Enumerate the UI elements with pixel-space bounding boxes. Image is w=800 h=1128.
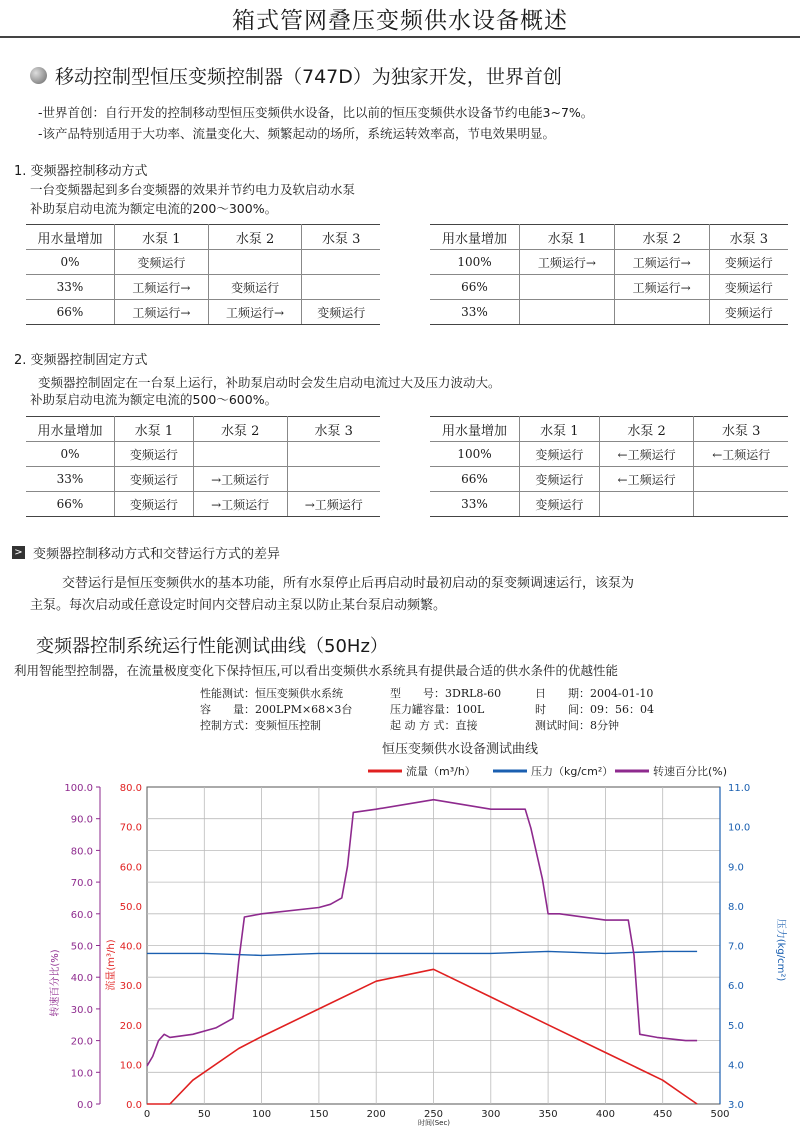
table-cell: 100% <box>430 250 520 275</box>
table-header-cell: 水泵 1 <box>115 225 209 250</box>
flow-tick-label: 20.0 <box>119 1020 142 1032</box>
table-cell: 0% <box>26 250 115 275</box>
table-cell: 变频运行 <box>115 442 194 467</box>
x-tick-label: 100 <box>252 1109 272 1120</box>
table-cell <box>287 442 380 467</box>
table-header-cell: 水泵 1 <box>520 225 615 250</box>
x-tick-label: 200 <box>366 1109 386 1120</box>
table-cell: 工频运行→ <box>208 300 302 325</box>
x-tick-label: 0 <box>143 1109 151 1120</box>
x-tick-label: 300 <box>481 1109 501 1120</box>
table-row <box>26 250 380 275</box>
pressure-tick-label: 4.0 <box>728 1060 744 1072</box>
table-cell <box>614 300 709 325</box>
table-cell: 工频运行→ <box>614 275 709 300</box>
intro-heading-row <box>30 62 562 89</box>
table-cell: 变频运行 <box>709 275 788 300</box>
table-cell: 0% <box>26 442 115 467</box>
pressure-tick-label: 7.0 <box>728 941 744 953</box>
performance-chart <box>0 735 800 1128</box>
x-tick-label: 250 <box>423 1109 444 1120</box>
bullet-sphere-icon <box>30 67 47 84</box>
intro-line: -该产品特别适用于大功率、流量变化大、频繁起动的场所，系统运转效率高，节电效果明显。 <box>38 126 556 141</box>
flow-axis-label: 流量(m³/h) <box>106 939 117 991</box>
pressure-tick-label: 10.0 <box>728 822 751 834</box>
table-cell <box>302 250 380 275</box>
x-tick-label: 400 <box>595 1109 615 1120</box>
series-line-speed <box>147 800 697 1066</box>
table-cell: 33% <box>26 275 115 300</box>
diff-line: 主泵。每次启动或任意设定时间内交替启动主泵以防止某台泵启动频繁。 <box>30 598 447 613</box>
pressure-tick-label: 6.0 <box>728 981 744 993</box>
table-row <box>430 467 788 492</box>
table-cell: 变频运行 <box>709 250 788 275</box>
table-row <box>26 442 380 467</box>
section2-line: 变频器控制固定在一台泵上运行，补助泵启动时会发生启动电流过大及压力波动大。 <box>38 375 501 390</box>
table-header-cell: 水泵 3 <box>287 417 380 442</box>
table-header-row <box>430 417 788 442</box>
flow-tick-label: 30.0 <box>119 981 142 993</box>
table-header-cell: 用水量增加 <box>430 417 520 442</box>
title-divider <box>0 36 800 38</box>
table-cell: 工频运行→ <box>614 250 709 275</box>
section1-table-left <box>26 224 380 325</box>
table-cell: 工频运行→ <box>115 300 209 325</box>
legend-label: 转速百分比(%) <box>653 765 728 778</box>
table-row <box>26 275 380 300</box>
table-row <box>26 300 380 325</box>
speed-tick-label: 70.0 <box>70 878 93 890</box>
info-cell: 压力罐容量：100L <box>390 703 485 716</box>
info-cell: 时 间：09：56：04 <box>535 703 654 716</box>
table-cell: ←工频运行 <box>599 442 694 467</box>
chevron-right-icon: > <box>12 546 25 559</box>
legend-label: 流量（m³/h） <box>406 765 476 778</box>
x-tick-label: 150 <box>309 1109 329 1120</box>
speed-tick-label: 50.0 <box>70 941 93 953</box>
test-info-block <box>200 685 654 733</box>
table-cell <box>694 467 788 492</box>
flow-tick-label: 80.0 <box>119 783 142 794</box>
table-cell: ←工频运行 <box>599 467 694 492</box>
pressure-axis-label: 压力(kg/cm²) <box>775 918 786 982</box>
pressure-tick-label: 3.0 <box>728 1100 744 1111</box>
table-row <box>430 492 788 517</box>
pressure-tick-label: 8.0 <box>728 901 744 913</box>
table-cell: →工频运行 <box>193 492 287 517</box>
table-cell: 66% <box>26 300 115 325</box>
table-cell <box>520 275 615 300</box>
table-cell: 33% <box>430 300 520 325</box>
speed-tick-label: 0.0 <box>77 1100 93 1111</box>
table-row <box>430 442 788 467</box>
speed-tick-label: 100.0 <box>64 783 93 794</box>
table-header-cell: 水泵 2 <box>193 417 287 442</box>
table-row <box>430 250 788 275</box>
section2-line: 补助泵启动电流为额定电流的500～600%。 <box>30 392 278 407</box>
series-line-pressure <box>147 951 697 955</box>
curve-heading: 变频器控制系统运行性能测试曲线（50Hz） <box>36 636 388 657</box>
table-cell: 33% <box>430 492 520 517</box>
x-axis-label: 时间(Sec) <box>417 1119 451 1127</box>
section1-heading: 1. 变频器控制移动方式 <box>14 164 148 179</box>
table-row <box>430 275 788 300</box>
info-cell: 容 量：200LPM×68×3台 <box>200 703 353 716</box>
table-header-cell: 用水量增加 <box>430 225 520 250</box>
section2-table-right <box>430 416 788 517</box>
table-cell: 变频运行 <box>520 492 600 517</box>
info-cell: 起 动 方 式：直接 <box>390 719 478 732</box>
table-cell <box>520 300 615 325</box>
intro-heading: 移动控制型恒压变频控制器（747D）为独家开发，世界首创 <box>55 66 562 88</box>
table-cell <box>694 492 788 517</box>
flow-tick-label: 70.0 <box>119 822 142 834</box>
flow-tick-label: 0.0 <box>126 1100 142 1111</box>
flow-tick-label: 10.0 <box>119 1060 142 1072</box>
table-row <box>26 467 380 492</box>
info-cell: 性能测试：恒压变频供水系统 <box>200 687 343 700</box>
table-cell: 变频运行 <box>302 300 380 325</box>
table-row <box>26 492 380 517</box>
page-title: 箱式管网叠压变频供水设备概述 <box>232 8 568 34</box>
table-cell: 33% <box>26 467 115 492</box>
section1-line: 一台变频器起到多台变频器的效果并节约电力及软启动水泵 <box>30 182 356 197</box>
table-cell: 66% <box>26 492 115 517</box>
table-cell <box>287 467 380 492</box>
speed-tick-label: 40.0 <box>70 973 93 985</box>
table-header-cell: 水泵 2 <box>599 417 694 442</box>
table-row <box>430 300 788 325</box>
table-cell: 变频运行 <box>115 467 194 492</box>
table-cell: 变频运行 <box>115 492 194 517</box>
diff-heading-row <box>12 543 280 562</box>
section1-line: 补助泵启动电流为额定电流的200～300%。 <box>30 201 278 216</box>
table-header-cell: 水泵 2 <box>208 225 302 250</box>
table-header-row <box>430 225 788 250</box>
pressure-tick-label: 5.0 <box>728 1020 744 1032</box>
table-cell: 变频运行 <box>208 275 302 300</box>
diff-heading: 变频器控制移动方式和交替运行方式的差异 <box>33 547 281 562</box>
x-tick-label: 450 <box>653 1109 673 1120</box>
table-header-cell: 水泵 3 <box>709 225 788 250</box>
table-header-cell: 水泵 1 <box>520 417 600 442</box>
table-cell: 66% <box>430 467 520 492</box>
table-header-row <box>26 417 380 442</box>
table-cell: 变频运行 <box>709 300 788 325</box>
table-cell: ←工频运行 <box>694 442 788 467</box>
curve-description: 利用智能型控制器，在流量极度变化下保持恒压,可以看出变频供水系统具有提供最合适的供水条件的优越性能 <box>14 663 618 678</box>
speed-tick-label: 60.0 <box>70 909 93 921</box>
section2-heading: 2. 变频器控制固定方式 <box>14 353 148 368</box>
diff-line: 交替运行是恒压变频供水的基本功能，所有水泵停止后再启动时最初启动的泵变频调速运行，该泵为 <box>62 576 635 591</box>
intro-line: -世界首创：自行开发的控制移动型恒压变频供水设备，比以前的恒压变频供水设备节约电能3~7%。 <box>38 105 594 120</box>
table-cell <box>302 275 380 300</box>
table-header-cell: 水泵 3 <box>302 225 380 250</box>
table-cell <box>599 492 694 517</box>
table-cell: 工频运行→ <box>115 275 209 300</box>
table-cell: 变频运行 <box>520 442 600 467</box>
flow-tick-label: 40.0 <box>119 941 142 953</box>
table-cell: 工频运行→ <box>520 250 615 275</box>
chart-title: 恒压变频供水设备测试曲线 <box>381 742 539 757</box>
speed-tick-label: 30.0 <box>70 1004 93 1016</box>
flow-tick-label: 50.0 <box>119 901 142 913</box>
legend-label: 压力（kg/cm²） <box>531 765 614 778</box>
table-cell: 100% <box>430 442 520 467</box>
section2-table-left <box>26 416 380 517</box>
table-header-cell: 用水量增加 <box>26 225 115 250</box>
table-cell: →工频运行 <box>193 467 287 492</box>
table-header-cell: 水泵 2 <box>614 225 709 250</box>
table-header-cell: 用水量增加 <box>26 417 115 442</box>
x-tick-label: 500 <box>710 1109 730 1120</box>
table-cell: 变频运行 <box>115 250 209 275</box>
info-cell: 控制方式：变频恒压控制 <box>200 719 321 732</box>
x-tick-label: 50 <box>197 1109 211 1120</box>
section1-table-right <box>430 224 788 325</box>
speed-tick-label: 20.0 <box>70 1036 93 1048</box>
table-header-cell: 水泵 3 <box>694 417 788 442</box>
speed-tick-label: 10.0 <box>70 1068 93 1080</box>
info-cell: 测试时间：8分钟 <box>535 719 619 732</box>
pressure-tick-label: 9.0 <box>728 862 744 874</box>
info-cell: 日 期：2004-01-10 <box>535 687 654 700</box>
pressure-tick-label: 11.0 <box>728 783 751 794</box>
speed-axis-label: 转速百分比(%) <box>50 949 61 1017</box>
table-cell: →工频运行 <box>287 492 380 517</box>
flow-tick-label: 60.0 <box>119 862 142 874</box>
table-cell <box>193 442 287 467</box>
table-cell <box>208 250 302 275</box>
table-cell: 变频运行 <box>520 467 600 492</box>
table-cell: 66% <box>430 275 520 300</box>
series-line-flow <box>147 969 697 1104</box>
speed-tick-label: 90.0 <box>70 814 93 826</box>
x-tick-label: 350 <box>538 1109 558 1120</box>
info-cell: 型 号：3DRL8-60 <box>390 687 502 700</box>
table-header-row <box>26 225 380 250</box>
table-header-cell: 水泵 1 <box>115 417 194 442</box>
speed-tick-label: 80.0 <box>70 846 93 858</box>
